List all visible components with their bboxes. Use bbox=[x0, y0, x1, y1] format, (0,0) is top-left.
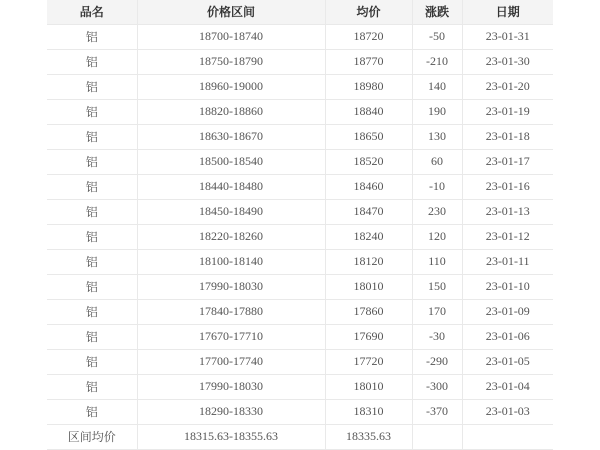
table-cell: 23-01-20 bbox=[462, 74, 553, 99]
table-cell: 170 bbox=[412, 299, 462, 324]
table-cell: 18500-18540 bbox=[137, 149, 325, 174]
table-cell: 铝 bbox=[47, 374, 137, 399]
table-row bbox=[47, 149, 553, 174]
table-cell: 150 bbox=[412, 274, 462, 299]
table-cell: 23-01-18 bbox=[462, 124, 553, 149]
table-cell: -370 bbox=[412, 399, 462, 424]
table-cell: 230 bbox=[412, 199, 462, 224]
table-cell: 23-01-06 bbox=[462, 324, 553, 349]
table-cell: 铝 bbox=[47, 174, 137, 199]
table-row bbox=[47, 324, 553, 349]
table-cell: 23-01-10 bbox=[462, 274, 553, 299]
table-row bbox=[47, 274, 553, 299]
table-cell: 18520 bbox=[325, 149, 412, 174]
table-cell: 17690 bbox=[325, 324, 412, 349]
table-cell: 18240 bbox=[325, 224, 412, 249]
table-cell: 18010 bbox=[325, 274, 412, 299]
table-cell: 18315.63-18355.63 bbox=[137, 424, 325, 449]
table-cell: 120 bbox=[412, 224, 462, 249]
table-row bbox=[47, 299, 553, 324]
table-cell: 铝 bbox=[47, 299, 137, 324]
table-cell: 18770 bbox=[325, 49, 412, 74]
table-cell: 18460 bbox=[325, 174, 412, 199]
table-cell: 17670-17710 bbox=[137, 324, 325, 349]
table-cell: 18335.63 bbox=[325, 424, 412, 449]
table-cell: 23-01-13 bbox=[462, 199, 553, 224]
header-row bbox=[47, 0, 553, 24]
table-cell: -30 bbox=[412, 324, 462, 349]
table-cell bbox=[462, 424, 553, 449]
table-cell: 17990-18030 bbox=[137, 374, 325, 399]
table-row bbox=[47, 199, 553, 224]
table-cell: -300 bbox=[412, 374, 462, 399]
table-cell: 铝 bbox=[47, 274, 137, 299]
table-cell: 17860 bbox=[325, 299, 412, 324]
table-cell: 23-01-05 bbox=[462, 349, 553, 374]
table-cell: 18750-18790 bbox=[137, 49, 325, 74]
table-cell: 铝 bbox=[47, 99, 137, 124]
table-cell: 铝 bbox=[47, 199, 137, 224]
table-cell: 17700-17740 bbox=[137, 349, 325, 374]
table-cell: 18100-18140 bbox=[137, 249, 325, 274]
table-cell: 18450-18490 bbox=[137, 199, 325, 224]
table-cell: 铝 bbox=[47, 324, 137, 349]
table-cell: -290 bbox=[412, 349, 462, 374]
table-cell: 23-01-03 bbox=[462, 399, 553, 424]
table-row bbox=[47, 49, 553, 74]
table-row bbox=[47, 249, 553, 274]
table-cell: 铝 bbox=[47, 24, 137, 49]
table-cell: 23-01-04 bbox=[462, 374, 553, 399]
table-cell: 23-01-30 bbox=[462, 49, 553, 74]
table-cell: -210 bbox=[412, 49, 462, 74]
table-cell: 18840 bbox=[325, 99, 412, 124]
table-row bbox=[47, 99, 553, 124]
table-body bbox=[47, 24, 553, 449]
table-cell: 铝 bbox=[47, 249, 137, 274]
table-row bbox=[47, 424, 553, 449]
table-cell: 18010 bbox=[325, 374, 412, 399]
table-cell: 60 bbox=[412, 149, 462, 174]
table-cell: 23-01-11 bbox=[462, 249, 553, 274]
table-cell: 18290-18330 bbox=[137, 399, 325, 424]
table-cell: 18120 bbox=[325, 249, 412, 274]
table-cell: 铝 bbox=[47, 74, 137, 99]
table-cell: 铝 bbox=[47, 149, 137, 174]
table-cell: 23-01-31 bbox=[462, 24, 553, 49]
table-cell: 17720 bbox=[325, 349, 412, 374]
table-cell: 铝 bbox=[47, 49, 137, 74]
table-cell: 18650 bbox=[325, 124, 412, 149]
table-row bbox=[47, 74, 553, 99]
table-cell: 18470 bbox=[325, 199, 412, 224]
table-cell bbox=[412, 424, 462, 449]
table-cell: -10 bbox=[412, 174, 462, 199]
table-cell: 18310 bbox=[325, 399, 412, 424]
table-row bbox=[47, 399, 553, 424]
table-cell: 23-01-12 bbox=[462, 224, 553, 249]
table-cell: 铝 bbox=[47, 349, 137, 374]
column-header: 品名 bbox=[47, 0, 137, 24]
table-cell: 18220-18260 bbox=[137, 224, 325, 249]
table-cell: 140 bbox=[412, 74, 462, 99]
table-cell: -50 bbox=[412, 24, 462, 49]
table-cell: 110 bbox=[412, 249, 462, 274]
table-cell: 190 bbox=[412, 99, 462, 124]
table-row bbox=[47, 224, 553, 249]
table-cell: 18980 bbox=[325, 74, 412, 99]
column-header: 日期 bbox=[462, 0, 553, 24]
price-table-container bbox=[47, 0, 553, 450]
table-cell: 17840-17880 bbox=[137, 299, 325, 324]
table-row bbox=[47, 24, 553, 49]
table-header bbox=[47, 0, 553, 24]
column-header: 均价 bbox=[325, 0, 412, 24]
table-row bbox=[47, 374, 553, 399]
table-cell: 18700-18740 bbox=[137, 24, 325, 49]
table-cell: 17990-18030 bbox=[137, 274, 325, 299]
column-header: 涨跌 bbox=[412, 0, 462, 24]
table-cell: 铝 bbox=[47, 399, 137, 424]
table-cell: 18960-19000 bbox=[137, 74, 325, 99]
price-table bbox=[47, 0, 553, 450]
table-row bbox=[47, 349, 553, 374]
table-cell: 18720 bbox=[325, 24, 412, 49]
table-cell: 区间均价 bbox=[47, 424, 137, 449]
table-row bbox=[47, 174, 553, 199]
table-cell: 18820-18860 bbox=[137, 99, 325, 124]
table-cell: 23-01-19 bbox=[462, 99, 553, 124]
table-cell: 23-01-09 bbox=[462, 299, 553, 324]
column-header: 价格区间 bbox=[137, 0, 325, 24]
table-cell: 铝 bbox=[47, 124, 137, 149]
table-cell: 130 bbox=[412, 124, 462, 149]
table-cell: 铝 bbox=[47, 224, 137, 249]
table-cell: 23-01-16 bbox=[462, 174, 553, 199]
table-cell: 23-01-17 bbox=[462, 149, 553, 174]
table-cell: 18630-18670 bbox=[137, 124, 325, 149]
table-row bbox=[47, 124, 553, 149]
table-cell: 18440-18480 bbox=[137, 174, 325, 199]
